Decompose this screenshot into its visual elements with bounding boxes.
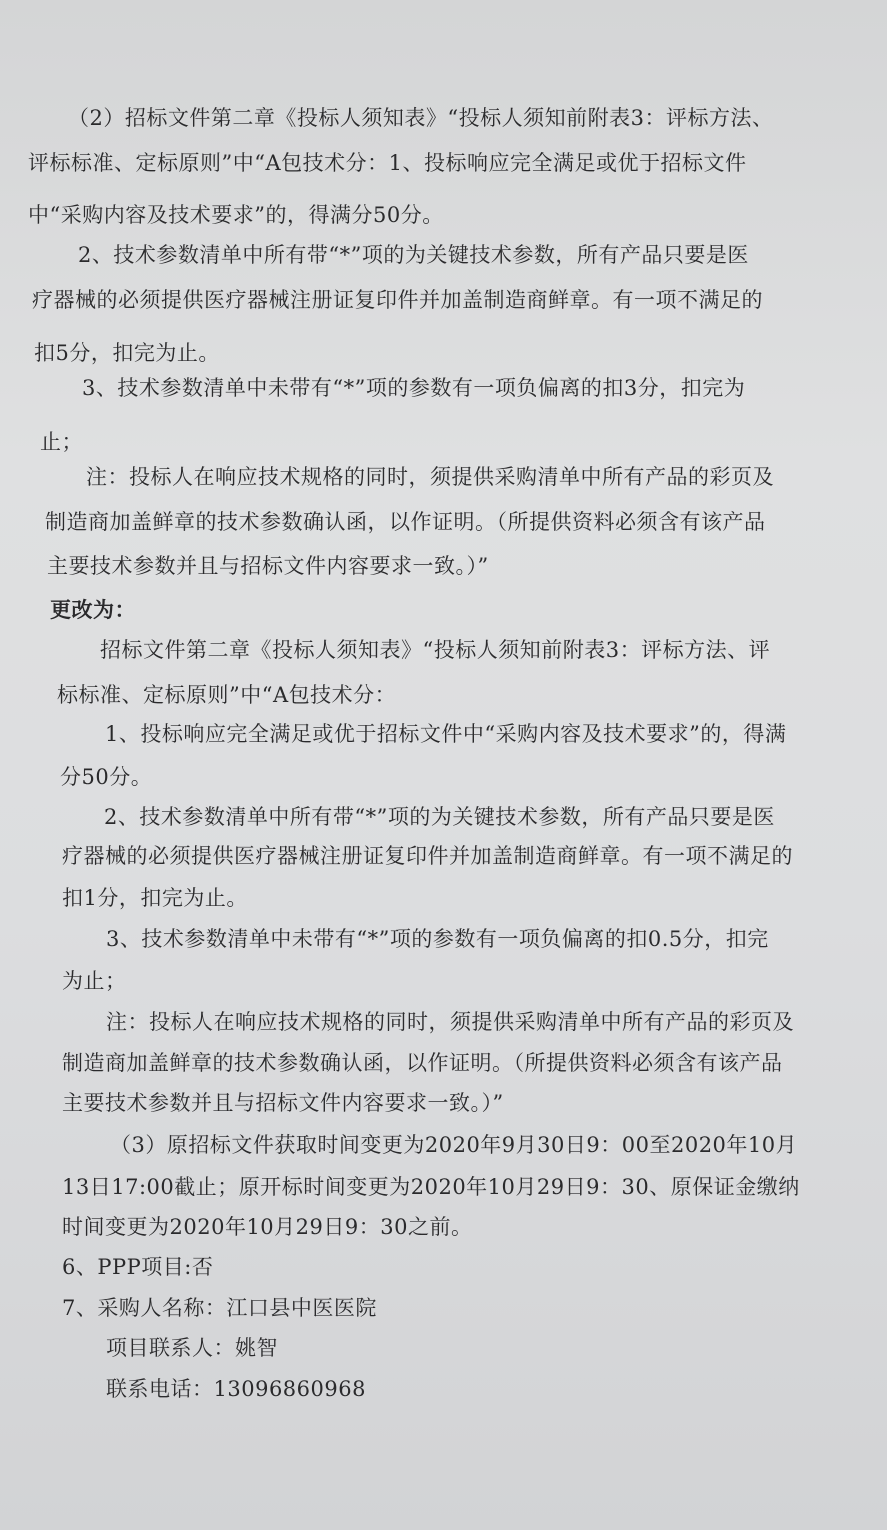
text-line: 主要技术参数并且与招标文件内容要求一致。）” bbox=[62, 1091, 504, 1115]
text-line: 为止； bbox=[62, 969, 127, 993]
text-line: 分50分。 bbox=[60, 765, 153, 789]
text-line: 招标文件第二章《投标人须知表》“投标人须知前附表3：评标方法、评 bbox=[100, 638, 771, 662]
text-line: 联系电话：13096860968 bbox=[106, 1377, 366, 1401]
text-line: 1、投标响应完全满足或优于招标文件中“采购内容及技术要求”的，得满 bbox=[105, 722, 787, 746]
text-line: 13日17:00截止；原开标时间变更为2020年10月29日9：30、原保证金缴纳 bbox=[62, 1175, 800, 1199]
text-line: 2、技术参数清单中所有带“*”项的为关键技术参数，所有产品只要是医 bbox=[78, 243, 749, 267]
text-line: 标标准、定标原则”中“A包技术分： bbox=[57, 683, 397, 707]
text-line: 制造商加盖鲜章的技术参数确认函，以作证明。（所提供资料必须含有该产品 bbox=[62, 1051, 783, 1075]
text-line: 制造商加盖鲜章的技术参数确认函，以作证明。（所提供资料必须含有该产品 bbox=[45, 510, 766, 534]
text-line: 扣1分，扣完为止。 bbox=[62, 886, 248, 910]
text-line: 主要技术参数并且与招标文件内容要求一致。）” bbox=[47, 554, 489, 578]
text-line: （2）招标文件第二章《投标人须知表》“投标人须知前附表3：评标方法、 bbox=[68, 106, 774, 130]
text-line: 疗器械的必须提供医疗器械注册证复印件并加盖制造商鲜章。有一项不满足的 bbox=[32, 288, 763, 312]
text-line: 时间变更为2020年10月29日9：30之前。 bbox=[62, 1215, 473, 1239]
text-line: 中“采购内容及技术要求”的，得满分50分。 bbox=[28, 203, 444, 227]
section-heading: 更改为： bbox=[50, 597, 136, 622]
text-line: 项目联系人：姚智 bbox=[106, 1336, 278, 1360]
text-line: 止； bbox=[40, 430, 83, 454]
text-line: 注：投标人在响应技术规格的同时，须提供采购清单中所有产品的彩页及 bbox=[86, 465, 774, 489]
text-line: 3、技术参数清单中未带有“*”项的参数有一项负偏离的扣0.5分，扣完 bbox=[106, 927, 769, 951]
text-line: 注：投标人在响应技术规格的同时，须提供采购清单中所有产品的彩页及 bbox=[106, 1010, 794, 1034]
text-line: 疗器械的必须提供医疗器械注册证复印件并加盖制造商鲜章。有一项不满足的 bbox=[62, 844, 793, 868]
text-line: 3、技术参数清单中未带有“*”项的参数有一项负偏离的扣3分，扣完为 bbox=[82, 376, 746, 400]
text-line: （3）原招标文件获取时间变更为2020年9月30日9：00至2020年10月 bbox=[110, 1133, 798, 1157]
text-line: 评标标准、定标原则”中“A包技术分：1、投标响应完全满足或优于招标文件 bbox=[28, 151, 747, 175]
text-line: 7、采购人名称：江口县中医医院 bbox=[62, 1296, 377, 1320]
text-line: 6、PPP项目:否 bbox=[62, 1255, 214, 1279]
text-line: 扣5分，扣完为止。 bbox=[34, 341, 220, 365]
text-line: 2、技术参数清单中所有带“*”项的为关键技术参数，所有产品只要是医 bbox=[104, 805, 775, 829]
